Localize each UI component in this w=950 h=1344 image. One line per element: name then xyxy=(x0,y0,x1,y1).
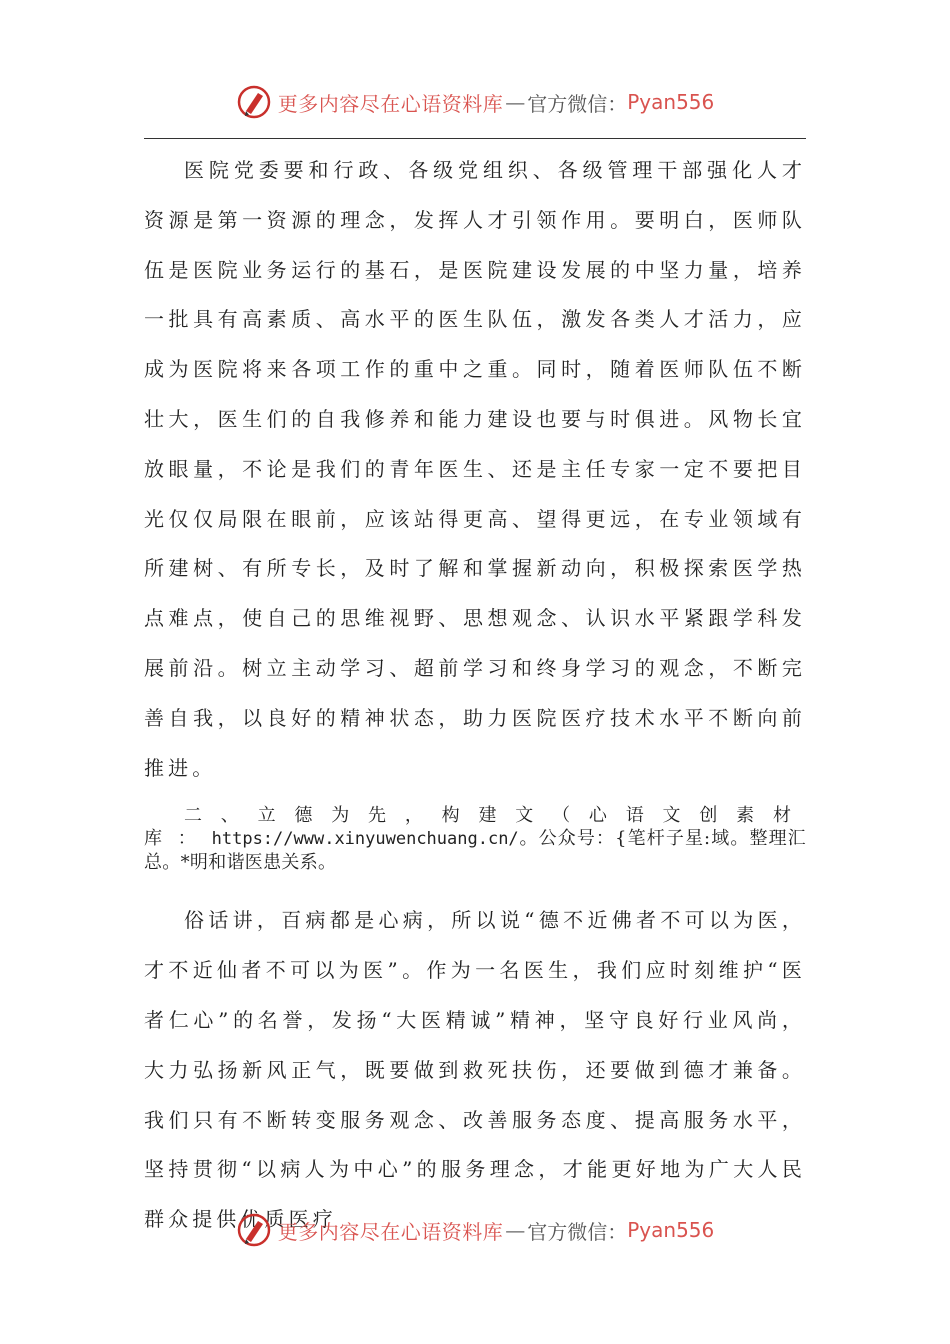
heading-text-tail: 。公众号：{笔杆子星:域。整理汇总。*明和谐医患关系。 xyxy=(144,828,806,874)
document-body xyxy=(144,146,806,1245)
banner-wechat-id: Pyan556 xyxy=(627,1218,715,1242)
section-heading xyxy=(144,804,806,874)
paragraph-ethics: 俗话讲，百病都是心病，所以说“德不近佛者不可以为医，才不近仙者不可以为医”。作为一名医生，我们应时刻维护“医者仁心”的名誉，发扬“大医精诚”精神，坚守良好行业风尚，大力弘扬新风正气，既要做到救死扶伤，还要做到德才兼备。我们只有不断转变服务观念、改善服务态度、提高服务水平，坚持贯彻“以病人为中心”的服务理念，才能更好地为广大人民群众提供优质医疗 xyxy=(144,908,806,1232)
pen-logo-icon xyxy=(236,84,272,120)
banner-separator: — xyxy=(505,1218,526,1242)
pen-logo-icon xyxy=(236,1212,272,1248)
header-rule xyxy=(144,138,806,139)
banner-text: 更多内容尽在心语资料库 xyxy=(277,1219,504,1244)
banner-wechat-label: 官方微信： xyxy=(527,91,628,116)
footer-banner xyxy=(0,1210,950,1250)
paragraph-talent: 医院党委要和行政、各级党组织、各级管理干部强化人才资源是第一资源的理念，发挥人才引领作用。要明白，医师队伍是医院业务运行的基石，是医院建设发展的中坚力量，培养一批具有高素质、高水平的医生队伍，激发各类人才活力，应成为医院将来各项工作的重中之重。同时，随着医师队伍不断壮大，医生们的自我修养和能力建设也要与时俱进。风物长宜放眼量，不论是我们的青年医生、还是主任专家一定不要把目光仅仅局限在眼前，应该站得更高、望得更远，在专业领域有所建树、有所专长，及时了解和掌握新动向，积极探索医学热点难点，使自己的思维视野、思想观念、认识水平紧跟学科发展前沿。树立主动学习、超前学习和终身学习的观念，不断完善自我，以良好的精神状态，助力医院医疗技术水平不断向前推进。 xyxy=(144,158,806,780)
banner-wechat-label: 官方微信： xyxy=(527,1219,628,1244)
banner-text: 更多内容尽在心语资料库 xyxy=(277,91,504,116)
banner-wechat-id: Pyan556 xyxy=(627,90,715,114)
heading-url: https://www.xinyuwenchuang.cn/ xyxy=(211,829,519,850)
header-banner xyxy=(0,82,950,122)
banner-separator: — xyxy=(505,90,526,114)
heading-text: 二、立德为先，构建文（心语文创素材库： xyxy=(144,805,806,850)
